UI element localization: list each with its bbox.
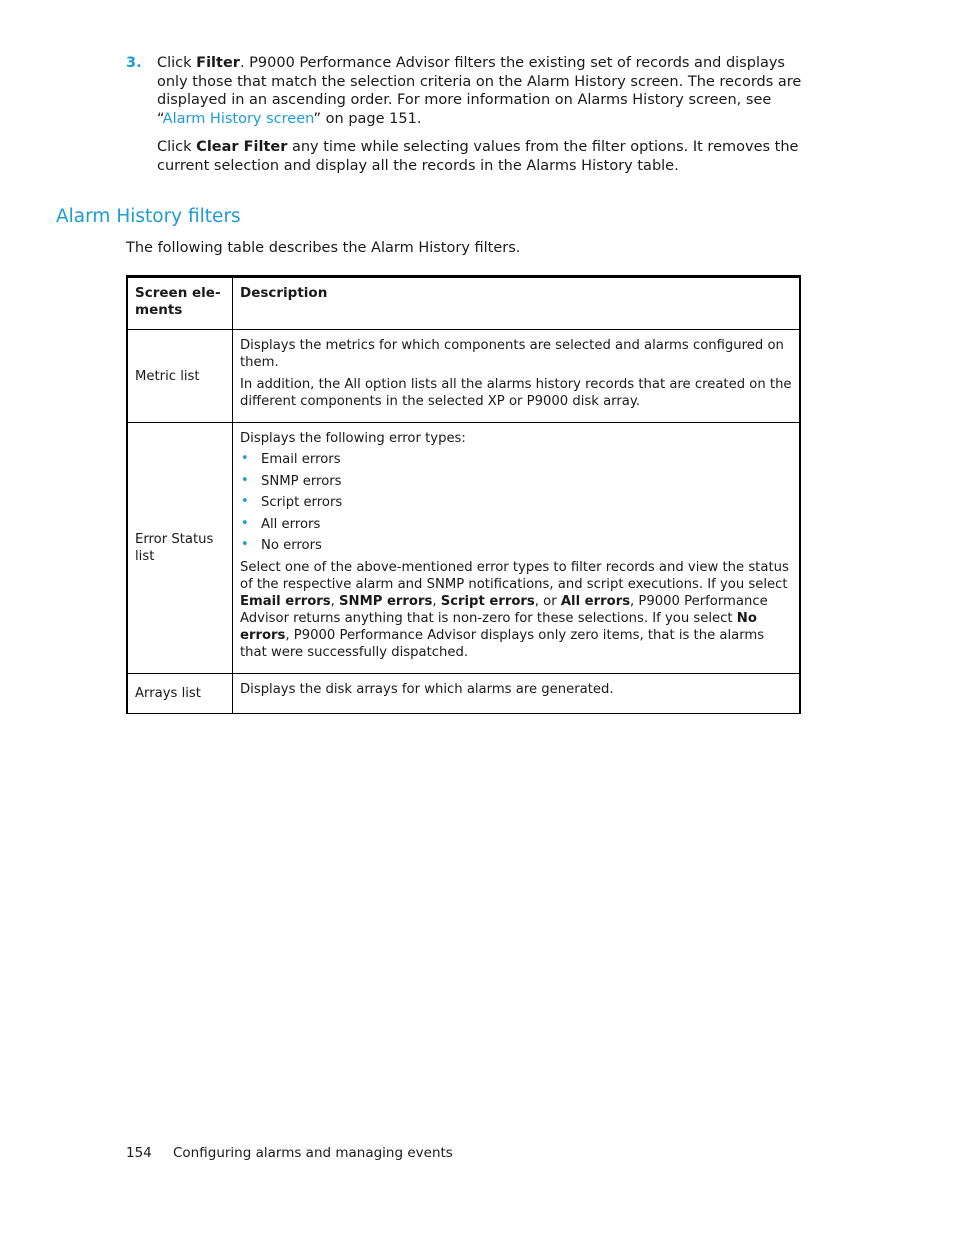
list-item-label: SNMP errors (261, 473, 342, 489)
step-text: ” on page 151. (313, 110, 422, 127)
list-item-label: All errors (261, 516, 321, 532)
alarm-history-screen-link[interactable]: Alarm History screen (162, 110, 314, 127)
list-item (240, 494, 792, 511)
bullet-icon: • (241, 537, 249, 553)
description-text (240, 559, 792, 661)
list-item-label: No errors (261, 538, 322, 554)
column-header-screen-elements: Screen ele-ments (127, 277, 233, 330)
bold-term: Script errors (440, 593, 535, 609)
column-header-description: Description (233, 277, 801, 330)
description-cell (233, 423, 801, 674)
table-row (127, 673, 800, 713)
step-text: Click (157, 139, 197, 155)
bullet-icon: • (241, 494, 249, 510)
list-item (240, 473, 792, 490)
screen-element-cell: Arrays list (127, 673, 233, 713)
description-text: Displays the following error types: (240, 431, 466, 446)
text-run: , or (534, 593, 561, 609)
bold-term: All errors (560, 593, 631, 609)
step-text: Click (157, 55, 197, 71)
step-text: . P9000 Performance Advisor filters the existing set of records and displays only those that match the selection criteria on the Alarm History screen. The records are displayed in an ascending order. For more information on Alarms History screen, see “ (157, 55, 802, 127)
list-item (240, 451, 792, 468)
step-paragraph-clear-filter (157, 138, 806, 175)
table-row (127, 330, 800, 423)
step-paragraph-filter (157, 54, 806, 128)
screen-element-cell: Metric list (127, 330, 233, 423)
step-text: any time while selecting values from the filter options. It removes the current selection and display all the records in the Alarms History table. (157, 139, 799, 174)
filter-term: Filter (196, 55, 240, 71)
description-text: Displays the metrics for which components are selected and alarms configured on them. (240, 338, 784, 370)
error-types-list (240, 451, 792, 554)
page-footer (126, 1145, 453, 1161)
bullet-icon: • (241, 515, 249, 531)
description-cell (233, 673, 801, 713)
clear-filter-term: Clear Filter (196, 139, 288, 155)
text-run: , (330, 593, 340, 609)
text-run: , P9000 Performance Advisor displays only zero items, that is the alarms that were successfully dispatched. (240, 627, 765, 660)
bullet-icon: • (241, 472, 249, 488)
list-item (240, 537, 792, 554)
description-text: Displays the disk arrays for which alarms are generated. (240, 681, 614, 697)
list-item (240, 516, 792, 533)
section-intro: The following table describes the Alarm History filters. (126, 240, 521, 256)
step-3 (126, 54, 806, 185)
table-header-row (127, 277, 800, 330)
step-body (157, 54, 806, 175)
section-heading: Alarm History filters (56, 206, 241, 227)
page-number: 154 (126, 1145, 152, 1161)
list-item-label: Script errors (261, 495, 343, 511)
bold-term: SNMP errors (339, 593, 433, 609)
bold-term: Email errors (240, 593, 331, 609)
description-text: In addition, the All option lists all the alarms history records that are created on the different components in the selected XP or P9000 disk array. (240, 377, 792, 409)
bullet-icon: • (241, 451, 249, 466)
screen-element-cell: Error Status list (127, 423, 233, 674)
text-run: Select one of the above-mentioned error types to filter records and view the status of the respective alarm and SNMP notifications, and script executions. If you select (240, 559, 789, 592)
text-run: , (432, 593, 441, 609)
step-number: 3. (126, 55, 142, 71)
table-row (127, 423, 800, 674)
chapter-title: Configuring alarms and managing events (173, 1145, 453, 1161)
alarm-history-filters-table (126, 275, 801, 714)
list-item-label: Email errors (261, 452, 341, 467)
bold-term: No errors (240, 610, 757, 643)
text-run: , P9000 Performance Advisor returns anything that is non-zero for these selections. If you select (240, 593, 768, 626)
description-cell (233, 330, 801, 423)
